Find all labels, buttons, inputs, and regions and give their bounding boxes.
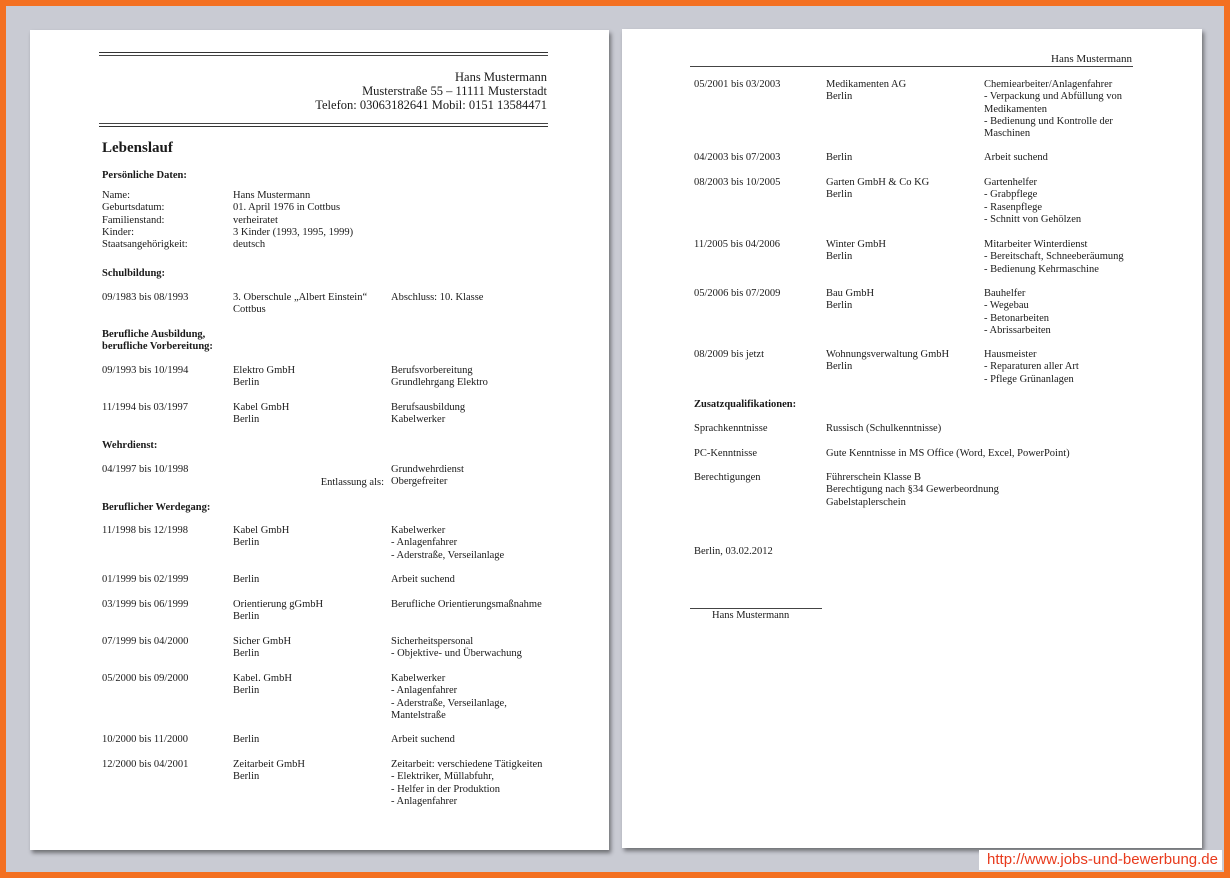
career-row-date: 10/2000 bis 11/2000 xyxy=(102,734,188,745)
career-row-detail: Arbeit suchend xyxy=(391,734,455,745)
signature-name: Hans Mustermann xyxy=(712,610,790,621)
header-rule-bottom xyxy=(99,126,548,127)
personal-value: 3 Kinder (1993, 1995, 1999) xyxy=(233,226,354,238)
career-row-place: Bau GmbH Berlin xyxy=(826,288,875,312)
personal-label: Geburtsdatum: xyxy=(102,202,165,214)
qualification-label: Berechtigungen xyxy=(694,472,761,483)
career-row-detail: Hausmeister - Reparaturen aller Art - Pflege Grünanlagen xyxy=(984,349,1079,385)
school-row-detail: Abschluss: 10. Klasse xyxy=(391,292,484,303)
footer-website-link[interactable]: http://www.jobs-und-bewerbung.de xyxy=(979,850,1222,870)
career-row-place: Orientierung gGmbH Berlin xyxy=(233,599,324,623)
career-row-place: Kabel GmbH Berlin xyxy=(233,525,290,549)
career-row-detail: Chemiearbeiter/Anlagenfahrer - Verpackung und Abfüllung von Medikamenten - Bedienung und Kontrolle der Maschinen xyxy=(984,79,1123,140)
career-row-place: Berlin xyxy=(826,152,853,163)
career-row-place: Sicher GmbH Berlin xyxy=(233,636,292,660)
military-discharge-label: Entlassung als: xyxy=(320,477,384,488)
header-rule-top-thin xyxy=(99,55,548,56)
career-row-date: 05/2000 bis 09/2000 xyxy=(102,673,189,684)
career-row-place: Zeitarbeit GmbH Berlin xyxy=(233,759,306,783)
qualification-label: Sprachkenntnisse xyxy=(694,423,768,434)
career-row-date: 05/2006 bis 07/2009 xyxy=(694,288,781,299)
career-row-detail: Sicherheitspersonal - Objektive- und Überwachung xyxy=(391,636,522,660)
header-address: Musterstraße 55 – 11111 Musterstadt xyxy=(362,84,547,98)
training-row-detail: Berufsausbildung Kabelwerker xyxy=(391,402,466,426)
career-row-detail: Gartenhelfer - Grabpflege - Rasenpflege - Schnitt von Gehölzen xyxy=(984,177,1082,225)
qualification-value: Führerschein Klasse B Berechtigung nach §34 Gewerbeordnung Gabelstaplerschein xyxy=(826,472,999,508)
page-2-header-name: Hans Mustermann xyxy=(1051,53,1132,65)
header-rule-bottom-thin xyxy=(99,123,548,124)
qualification-value: Russisch (Schulkenntnisse) xyxy=(826,423,942,434)
career-row-date: 08/2009 bis jetzt xyxy=(694,349,764,360)
career-row-detail: Mitarbeiter Winterdienst - Bereitschaft, Schneeberäumung - Bedienung Kehrmaschine xyxy=(984,239,1124,275)
training-row-date: 11/1994 bis 03/1997 xyxy=(102,402,188,413)
section-heading-career: Beruflicher Werdegang: xyxy=(102,502,211,513)
school-row-place: 3. Oberschule „Albert Einstein“ Cottbus xyxy=(233,292,368,316)
header-phone: Telefon: 03063182641 Mobil: 0151 13584471 xyxy=(315,98,547,112)
personal-value: verheiratet xyxy=(233,214,278,226)
training-row-detail: Berufsvorbereitung Grundlehrgang Elektro xyxy=(391,365,488,389)
page-title: Lebenslauf xyxy=(102,140,173,156)
career-row-detail: Berufliche Orientierungsmaßnahme xyxy=(391,599,542,610)
career-row-date: 08/2003 bis 10/2005 xyxy=(694,177,781,188)
career-row-detail: Arbeit suchend xyxy=(984,152,1048,163)
career-row-place: Medikamenten AG Berlin xyxy=(826,79,907,103)
career-row-place: Wohnungsverwaltung GmbH Berlin xyxy=(826,349,950,373)
school-row-date: 09/1983 bis 08/1993 xyxy=(102,292,189,303)
career-row-detail: Kabelwerker - Anlagenfahrer - Aderstraße, Verseilanlage, Mantelstraße xyxy=(391,673,507,721)
personal-label: Familienstand: xyxy=(102,214,165,226)
cv-page-2 xyxy=(622,29,1202,848)
qualification-value: Gute Kenntnisse in MS Office (Word, Excel, PowerPoint) xyxy=(826,448,1070,459)
header-name: Hans Mustermann xyxy=(455,70,547,84)
military-date: 04/1997 bis 10/1998 xyxy=(102,464,189,475)
career-row-date: 05/2001 bis 03/2003 xyxy=(694,79,781,90)
training-row-place: Elektro GmbH Berlin xyxy=(233,365,296,389)
career-row-place: Berlin xyxy=(233,734,260,745)
career-row-detail: Arbeit suchend xyxy=(391,574,455,585)
section-heading-military: Wehrdienst: xyxy=(102,440,158,451)
personal-value: Hans Mustermann xyxy=(233,190,311,201)
personal-value: deutsch xyxy=(233,239,266,251)
personal-value: 01. April 1976 in Cottbus xyxy=(233,202,341,214)
section-heading-qualifications: Zusatzqualifikationen: xyxy=(694,399,797,410)
cv-page-1 xyxy=(30,30,609,850)
career-row-place: Garten GmbH & Co KG Berlin xyxy=(826,177,930,201)
training-row-date: 09/1993 bis 10/1994 xyxy=(102,365,189,376)
career-row-date: 11/2005 bis 04/2006 xyxy=(694,239,780,250)
section-heading-school: Schulbildung: xyxy=(102,268,166,279)
career-row-date: 07/1999 bis 04/2000 xyxy=(102,636,189,647)
personal-label: Staatsangehörigkeit: xyxy=(102,239,188,251)
career-row-place: Berlin xyxy=(233,574,260,585)
qualification-label: PC-Kenntnisse xyxy=(694,448,757,459)
signature-line xyxy=(690,608,822,609)
career-row-date: 11/1998 bis 12/1998 xyxy=(102,525,188,536)
career-row-date: 12/2000 bis 04/2001 xyxy=(102,759,189,770)
page-2-header-rule xyxy=(690,66,1133,67)
career-row-place: Kabel. GmbH Berlin xyxy=(233,673,292,697)
career-row-detail: Kabelwerker - Anlagenfahrer - Aderstraße, Verseilanlage xyxy=(391,525,505,561)
place-date: Berlin, 03.02.2012 xyxy=(694,546,773,557)
career-row-date: 04/2003 bis 07/2003 xyxy=(694,152,781,163)
personal-label: Name: xyxy=(102,190,130,201)
career-row-detail: Zeitarbeit: verschiedene Tätigkeiten - Elektriker, Müllabfuhr, - Helfer in der Produktion - Anlagenfahrer xyxy=(391,759,543,807)
header-rule-top xyxy=(99,52,548,53)
training-row-place: Kabel GmbH Berlin xyxy=(233,402,290,426)
military-detail: Grundwehrdienst Obergefreiter xyxy=(391,464,464,488)
career-row-place: Winter GmbH Berlin xyxy=(826,239,886,263)
personal-label: Kinder: xyxy=(102,226,135,238)
career-row-detail: Bauhelfer - Wegebau - Betonarbeiten - Abrissarbeiten xyxy=(984,288,1051,336)
career-row-date: 03/1999 bis 06/1999 xyxy=(102,599,189,610)
section-heading-training: Berufliche Ausbildung, berufliche Vorbereitung: xyxy=(102,329,213,353)
section-heading-personal: Persönliche Daten: xyxy=(102,170,187,181)
career-row-date: 01/1999 bis 02/1999 xyxy=(102,574,189,585)
